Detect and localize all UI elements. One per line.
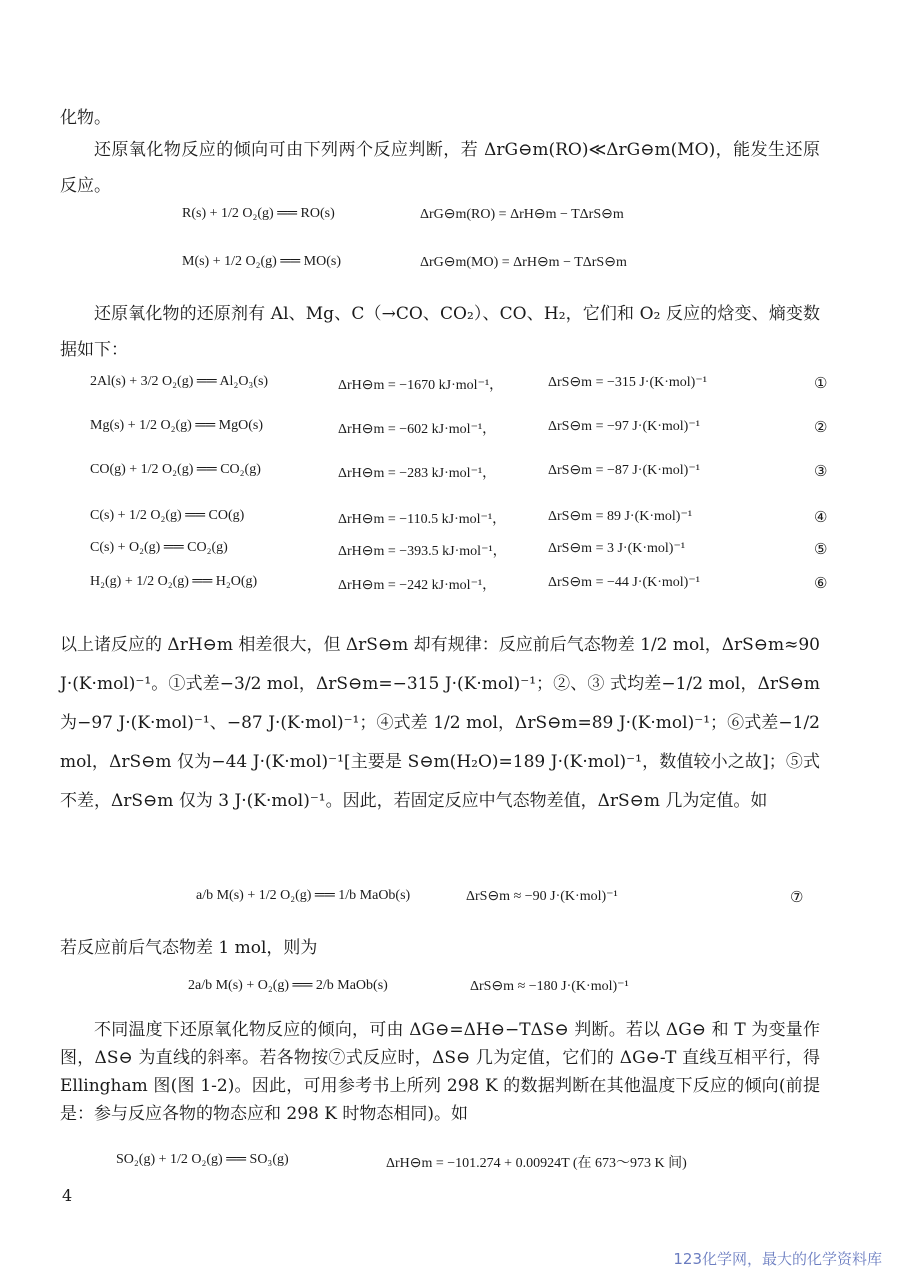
equation-lhs: 2Al(s) + 3/2 O₂(g) ══ Al₂O₃(s) — [90, 374, 269, 389]
equation-lhs: H₂(g) + 1/2 O₂(g) ══ H₂O(g) — [90, 574, 258, 589]
paragraph-ellingham: 不同温度下还原氧化物反应的倾向，可由 ΔG⊖=ΔH⊖−TΔS⊖ 判断。若以 ΔG⊖ 和 T 为变量作图，ΔS⊖ 为直线的斜率。若各物按⑦式反应时，ΔS⊖ 几为定值，它们的 ΔG⊖-T 直线互相平行，得 Ellingham 图(图 1-2)。因此，可用参考书上所列 298 K 的数据判断在其他温度下反应的倾向(前提是：参与反应各物的物态应和 298 K 时物态相同)。如 — [60, 1020, 820, 1124]
entropy: ΔrS⊖m = −87 J·(K·mol)⁻¹ — [548, 463, 700, 478]
enthalpy: ΔrH⊖m = −393.5 kJ·mol⁻¹， — [338, 544, 507, 559]
watermark: 123化学网，最大的化学资料库 — [673, 1250, 882, 1268]
equation-lhs: C(s) + 1/2 O₂(g) ══ CO(g) — [90, 508, 245, 523]
equation-number: ① — [814, 376, 828, 392]
equation-rhs: ΔrG⊖m(MO) = ΔrH⊖m − TΔrS⊖m — [420, 255, 627, 270]
equation-lhs: a/b M(s) + 1/2 O₂(g) ══ 1/b MaOb(s) — [196, 888, 411, 903]
paragraph-continuation: 化物。 — [60, 108, 111, 128]
equation-number: ② — [814, 420, 828, 436]
equation-rhs: ΔrH⊖m = −101.274 + 0.00924T (在 673～973 K 间) — [386, 1156, 687, 1171]
entropy: ΔrS⊖m = −97 J·(K·mol)⁻¹ — [548, 419, 700, 434]
enthalpy: ΔrH⊖m = −242 kJ·mol⁻¹， — [338, 578, 497, 593]
paragraph-entropy-analysis: 以上诸反应的 ΔrH⊖m 相差很大，但 ΔrS⊖m 却有规律：反应前后气态物差 1/2 mol，ΔrS⊖m≈90 J·(K·mol)⁻¹。①式差−3/2 mol，ΔrS⊖m=−315 J·(K·mol)⁻¹；②、③ 式均差−1/2 mol，ΔrS⊖m 为−97 J·(K·mol)⁻¹、−87 J·(K·mol)⁻¹；④式差 1/2 mol，ΔrS⊖m=89 J·(K·mol)⁻¹；⑥式差−1/2 mol，ΔrS⊖m 仅为−44 J·(K·mol)⁻¹[主要是 S⊖m(H₂O)=189 J·(K·mol)⁻¹，数值较小之故]；⑤式不差，ΔrS⊖m 仅为 3 J·(K·mol)⁻¹。因此，若固定反应中气态物差值，ΔrS⊖m 几为定值。如 — [60, 635, 820, 811]
paragraph-redox-criterion: 还原氧化物反应的倾向可由下列两个反应判断，若 ΔrG⊖m(RO)≪ΔrG⊖m(MO)，能发生还原反应。 — [60, 140, 820, 196]
enthalpy: ΔrH⊖m = −110.5 kJ·mol⁻¹， — [338, 512, 507, 527]
paragraph-reducing-agents: 还原氧化物的还原剂有 Al、Mg、C（→CO、CO₂）、CO、H₂，它们和 O₂ 反应的焓变、熵变数据如下： — [60, 304, 820, 360]
enthalpy: ΔrH⊖m = −602 kJ·mol⁻¹， — [338, 422, 497, 437]
entropy: ΔrS⊖m = 3 J·(K·mol)⁻¹ — [548, 541, 686, 556]
equation-rhs: ΔrG⊖m(RO) = ΔrH⊖m − TΔrS⊖m — [420, 207, 624, 222]
page-number: 4 — [62, 1186, 73, 1205]
enthalpy: ΔrH⊖m = −1670 kJ·mol⁻¹， — [338, 378, 504, 393]
equation-lhs: 2a/b M(s) + O₂(g) ══ 2/b MaOb(s) — [188, 978, 388, 993]
equation-number: ④ — [814, 510, 828, 526]
entropy: ΔrS⊖m = 89 J·(K·mol)⁻¹ — [548, 509, 693, 524]
paragraph-one-mol: 若反应前后气态物差 1 mol，则为 — [60, 938, 318, 958]
equation-number: ③ — [814, 464, 828, 480]
entropy: ΔrS⊖m ≈ −90 J·(K·mol)⁻¹ — [466, 889, 618, 904]
equation-number: ⑥ — [814, 576, 828, 592]
equation-lhs: C(s) + O₂(g) ══ CO₂(g) — [90, 540, 228, 555]
equation-lhs: CO(g) + 1/2 O₂(g) ══ CO₂(g) — [90, 462, 261, 477]
equation-lhs: M(s) + 1/2 O₂(g) ══ MO(s) — [182, 254, 341, 269]
equation-number: ⑤ — [814, 542, 828, 558]
equation-number: ⑦ — [790, 890, 804, 906]
entropy: ΔrS⊖m = −315 J·(K·mol)⁻¹ — [548, 375, 707, 390]
entropy: ΔrS⊖m ≈ −180 J·(K·mol)⁻¹ — [470, 979, 629, 994]
enthalpy: ΔrH⊖m = −283 kJ·mol⁻¹， — [338, 466, 497, 481]
entropy: ΔrS⊖m = −44 J·(K·mol)⁻¹ — [548, 575, 700, 590]
equation-lhs: R(s) + 1/2 O₂(g) ══ RO(s) — [182, 206, 335, 221]
equation-lhs: SO₂(g) + 1/2 O₂(g) ══ SO₃(g) — [116, 1152, 289, 1167]
equation-lhs: Mg(s) + 1/2 O₂(g) ══ MgO(s) — [90, 418, 263, 433]
